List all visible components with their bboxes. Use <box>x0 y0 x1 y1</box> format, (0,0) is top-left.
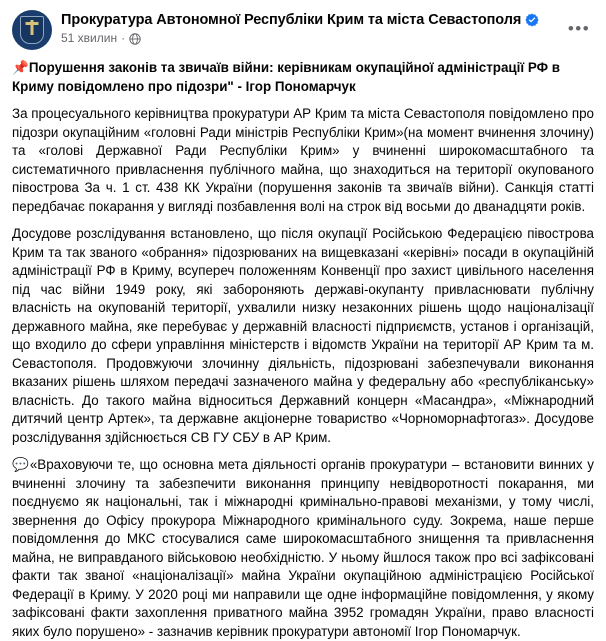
meta-separator: · <box>121 31 126 45</box>
post-paragraph-2: Досудове розслідування встановлено, що після окупації Російською Федерацією півострова Крим та так званого «обрання» підозрюваних на вищевказані «керівні» посади в окупаційній адміністрації РФ в Криму, всупереч положенням Конвенції про захист цивільного населення під час війни 1949 року, які забороняють державі-окупанту привласнювати публічну власність на окупованій території, ухвалили низку незаконних рішень щодо націоналізації державного майна, яке перебуває у державній власності підприємств, установ і організацій, що входило до сфери управління міністерств і відомств України на території АР Крим та м. Севастополя. Продовжуючи злочинну діяльність, підозрювані забезпечували виконання вказаних рішень шляхом передачі зазначеного майна у федеральну або «республіканську» власність. До такого майна відноситься Державний концерн «Масандра», «Міжнародний дитячий центр Артек», та державне акціонерне товариство «Чорноморнафтогаз». Досудове розслідування здійснюється СВ ГУ СБУ в АР Крим. <box>12 226 594 445</box>
post-meta <box>61 31 594 46</box>
post-header <box>12 10 594 50</box>
speech-balloon-emoji-icon: 💬 <box>12 457 30 472</box>
avatar[interactable] <box>12 10 52 50</box>
post-paragraph-lead <box>12 59 594 96</box>
page-title-row <box>61 11 594 29</box>
verified-badge-icon <box>525 13 539 27</box>
post-paragraph-lead-text: Порушення законів та звичаїв війни: керівникам окупаційної адміністрації РФ в Криму повідомлено про підозри" - Ігор Пономарчук <box>12 60 561 94</box>
post-header-text <box>61 10 594 46</box>
page-avatar-crest-icon <box>20 16 44 44</box>
globe-icon[interactable] <box>129 33 141 45</box>
post-timestamp[interactable]: 51 хвилин <box>61 31 118 45</box>
post-paragraph-3 <box>12 456 594 641</box>
page-title[interactable]: Прокуратура Автономної Республіки Крим та міста Севастополя <box>61 12 522 28</box>
post-body <box>12 59 594 641</box>
post-paragraph-3-text: «Враховуючи те, що основна мета діяльності органів прокуратури – встановити винних у вчиненні злочину та забезпечити виконання принципу невідворотності покарання, ми поєднуємо як національні, так і міжнародні кримінально-правові механізми, у тому числі, звернення до Офісу прокурора Міжнародного кримінального суду. Зокрема, наше перше повідомлення до МКС стосувалися саме широкомасштабного знищення та привласнення майна, не виправданого військовою необхідністю. У ньому йшлося також про всі зафіксовані факти так званої «націоналізації» майна України окупаційною адміністрацією Російської Федерації в Криму. У 2020 році ми направили ще одне інформаційне повідомлення, у якому зафіксовані факти захоплення приватного майна 3952 громадян України, право власності яких було порушено» - зазначив керівник прокуратури автономії Ігор Пономарчук. <box>12 457 594 639</box>
pin-emoji-icon: 📌 <box>12 60 29 75</box>
post-paragraph-1: За процесуального керівництва прокуратури АР Крим та міста Севастополя повідомлено про підозри окупаційним «головні Ради міністрів Республіки Крим»(на момент вчинення злочину) та «голові Державної Ради Республіки Крим» у вчиненні широкомасштабного та систематичного привласнення публічного майна, що знаходиться на території окупованого півострова За ч. 1 ст. 438 КК України (порушення законів та звичаїв війни). Санкція статті передбачає покарання у вигляді позбавлення волі на строк від восьми до дванадцяти років. <box>12 106 594 214</box>
post-more-options-button[interactable]: ••• <box>567 19 591 38</box>
